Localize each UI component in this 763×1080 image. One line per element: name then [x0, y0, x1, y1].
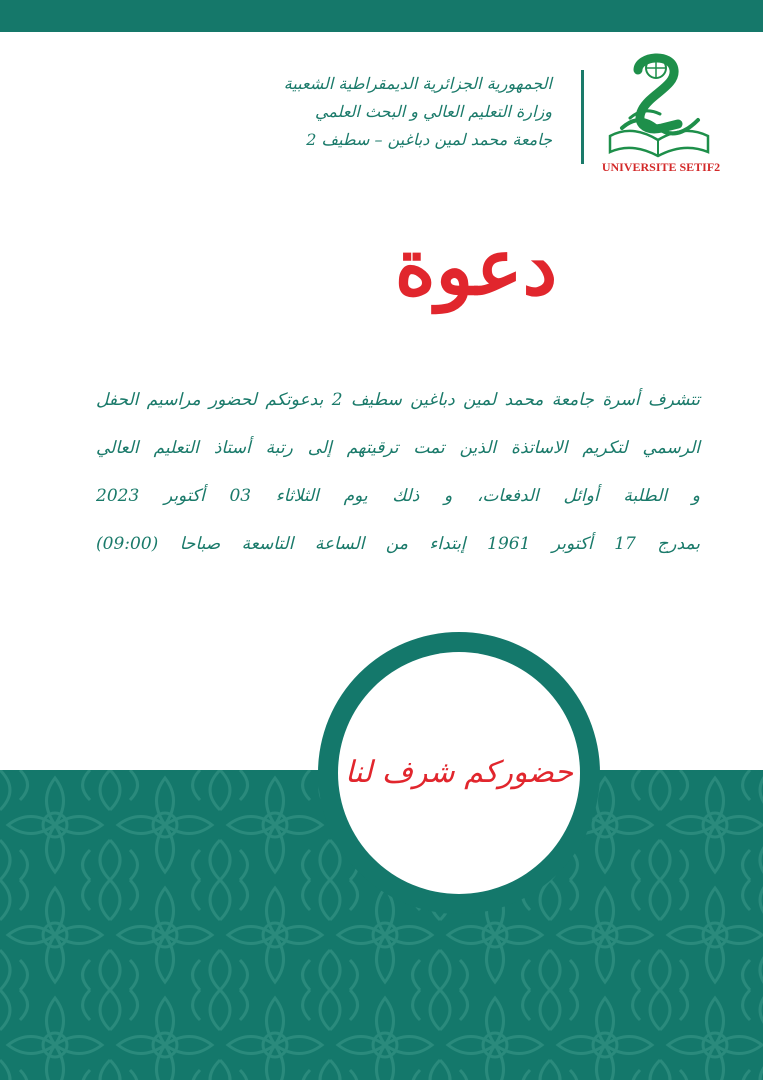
header-line-republic: الجمهورية الجزائرية الديمقراطية الشعبية	[283, 74, 552, 93]
top-bar	[0, 0, 763, 32]
body-line: و الطلبة أوائل الدفعات، و ذلك يوم الثلاثاء 03 أكتوبر 2023	[96, 486, 701, 506]
invitation-title: دعوة	[394, 222, 558, 313]
welcome-slogan: حضوركم شرف لنا	[345, 755, 573, 790]
header-line-ministry: وزارة التعليم العالي و البحث العلمي	[314, 102, 552, 121]
institution-header	[222, 70, 552, 154]
university-logo	[600, 48, 720, 178]
header-line-university: جامعة محمد لمين دباغين – سطيف 2	[306, 130, 552, 149]
header-divider	[581, 70, 584, 164]
body-line: تتشرف أسرة جامعة محمد لمين دباغين سطيف 2 بدعوتكم لحضور مراسيم الحفل	[96, 390, 700, 410]
body-line: الرسمي لتكريم الاساتذة الذين تمت ترقيتهم إلى رتبة أستاذ التعليم العالي	[96, 438, 700, 458]
body-line: بمدرج 17 أكتوبر 1961 إبتداء من الساعة التاسعة صباحا (09:00)	[96, 534, 700, 554]
invitation-body	[96, 376, 700, 568]
university-setif2-logo-icon	[600, 48, 720, 178]
logo-caption: UNIVERSITE SETIF2	[601, 160, 721, 174]
